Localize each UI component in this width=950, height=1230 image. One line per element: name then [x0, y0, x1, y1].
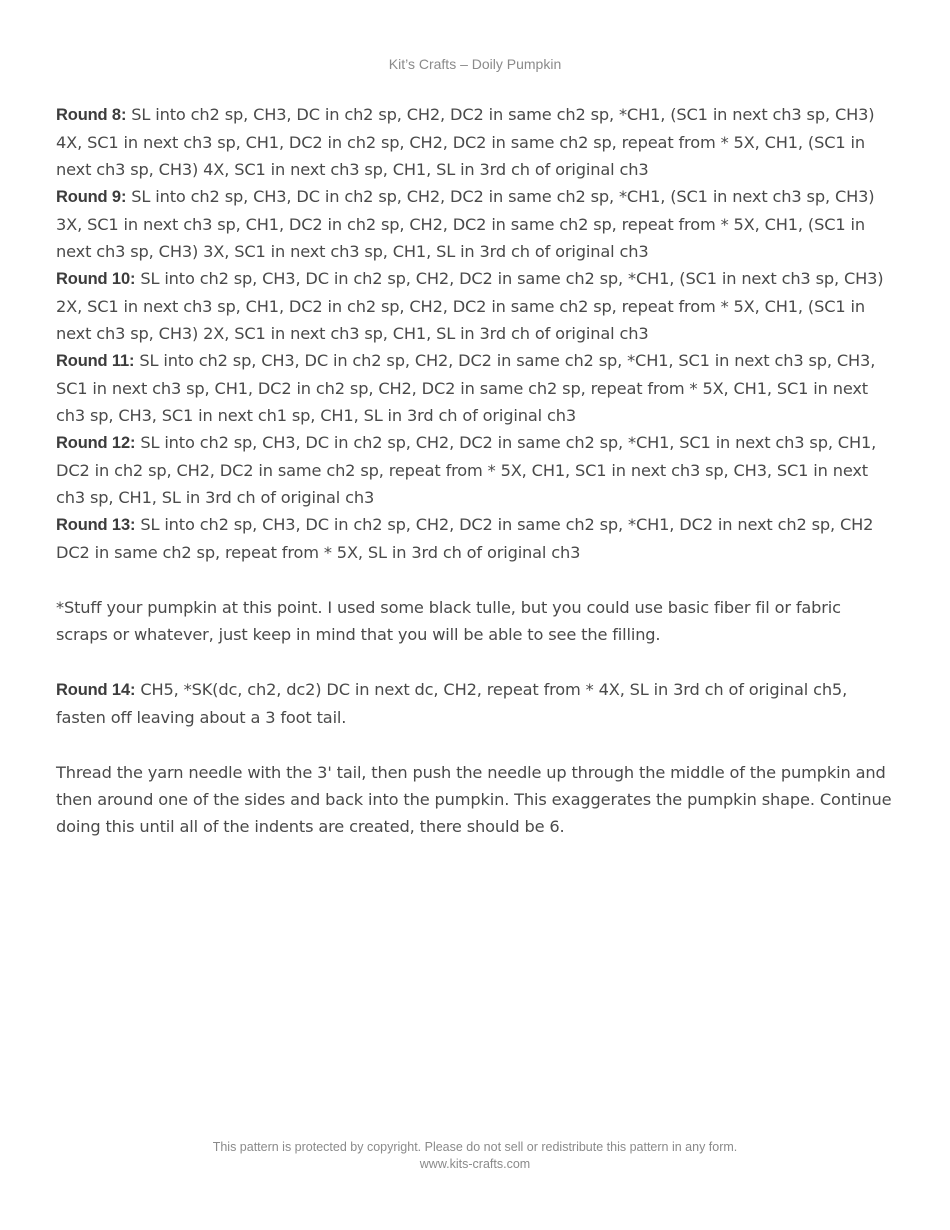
round-text: CH5, *SK(dc, ch2, dc2) DC in next dc, CH2, repeat from * 4X, SL in 3rd ch of original ch5, fasten off leaving about a 3 foot tail. — [56, 680, 848, 727]
round-label: Round 11: — [56, 352, 135, 370]
round-text: SL into ch2 sp, CH3, DC in ch2 sp, CH2, DC2 in same ch2 sp, *CH1, (SC1 in next ch3 sp, CH3) 2X, SC1 in next ch3 sp, CH1, DC2 in ch2 sp, CH2, DC2 in same ch2 sp, repeat from * 5X, CH1, (SC1 in next ch3 sp, CH3) 2X, SC1 in next ch3 sp, CH1, SL in 3rd ch of original ch3 — [56, 269, 884, 343]
round-12-instruction — [56, 429, 896, 511]
round-text: SL into ch2 sp, CH3, DC in ch2 sp, CH2, DC2 in same ch2 sp, *CH1, SC1 in next ch3 sp, CH1, DC2 in ch2 sp, CH2, DC2 in same ch2 sp, repeat from * 5X, CH1, SC1 in next ch3 sp, CH3, SC1 in next ch3 sp, CH1, SL in 3rd ch of original ch3 — [56, 433, 877, 507]
round-text: SL into ch2 sp, CH3, DC in ch2 sp, CH2, DC2 in same ch2 sp, *CH1, SC1 in next ch3 sp, CH3, SC1 in next ch3 sp, CH1, DC2 in ch2 sp, CH2, DC2 in same ch2 sp, repeat from * 5X, CH1, SC1 in next ch3 sp, CH3, SC1 in next ch1 sp, CH1, SL in 3rd ch of original ch3 — [56, 351, 876, 425]
finishing-note: Thread the yarn needle with the 3' tail, then push the needle up through the middle of the pumpkin and then around one of the sides and back into the pumpkin. This exaggerates the pumpkin shape. Continue doing this until all of the indents are created, there should be 6. — [56, 763, 892, 836]
spacer — [56, 648, 896, 676]
copyright-notice: This pattern is protected by copyright. Please do not sell or redistribute this pattern in any form. — [212, 1140, 738, 1154]
spacer — [56, 566, 896, 594]
stuffing-note: *Stuff your pumpkin at this point. I used some black tulle, but you could use basic fiber fil or fabric scraps or whatever, just keep in mind that you will be able to see the filling. — [56, 598, 841, 644]
round-13-instruction — [56, 511, 896, 566]
round-text: SL into ch2 sp, CH3, DC in ch2 sp, CH2, DC2 in same ch2 sp, *CH1, DC2 in next ch2 sp, CH2 DC2 in same ch2 sp, repeat from * 5X, SL in 3rd ch of original ch3 — [56, 515, 874, 562]
round-10-instruction — [56, 265, 896, 347]
round-text: SL into ch2 sp, CH3, DC in ch2 sp, CH2, DC2 in same ch2 sp, *CH1, (SC1 in next ch3 sp, CH3) 4X, SC1 in next ch3 sp, CH1, DC2 in ch2 sp, CH2, DC2 in same ch2 sp, repeat from * 5X, CH1, (SC1 in next ch3 sp, CH3) 4X, SC1 in next ch3 sp, CH1, SL in 3rd ch of original ch3 — [56, 105, 875, 179]
pattern-content — [56, 101, 896, 840]
page-header: Kit’s Crafts – Doily Pumpkin — [388, 56, 562, 72]
round-8-instruction — [56, 101, 896, 183]
round-label: Round 12: — [56, 434, 136, 452]
round-14-instruction — [56, 676, 896, 731]
page-footer — [0, 1139, 950, 1173]
round-label: Round 10: — [56, 270, 136, 288]
round-9-instruction — [56, 183, 896, 265]
round-text: SL into ch2 sp, CH3, DC in ch2 sp, CH2, DC2 in same ch2 sp, *CH1, (SC1 in next ch3 sp, CH3) 3X, SC1 in next ch3 sp, CH1, DC2 in ch2 sp, CH2, DC2 in same ch2 sp, repeat from * 5X, CH1, (SC1 in next ch3 sp, CH3) 3X, SC1 in next ch3 sp, CH1, SL in 3rd ch of original ch3 — [56, 187, 875, 261]
round-label: Round 14: — [56, 681, 136, 699]
round-11-instruction — [56, 347, 896, 429]
round-label: Round 13: — [56, 516, 136, 534]
website-link: www.kits-crafts.com — [419, 1157, 531, 1171]
round-label: Round 9: — [56, 188, 127, 206]
round-label: Round 8: — [56, 106, 127, 124]
spacer — [56, 731, 896, 759]
